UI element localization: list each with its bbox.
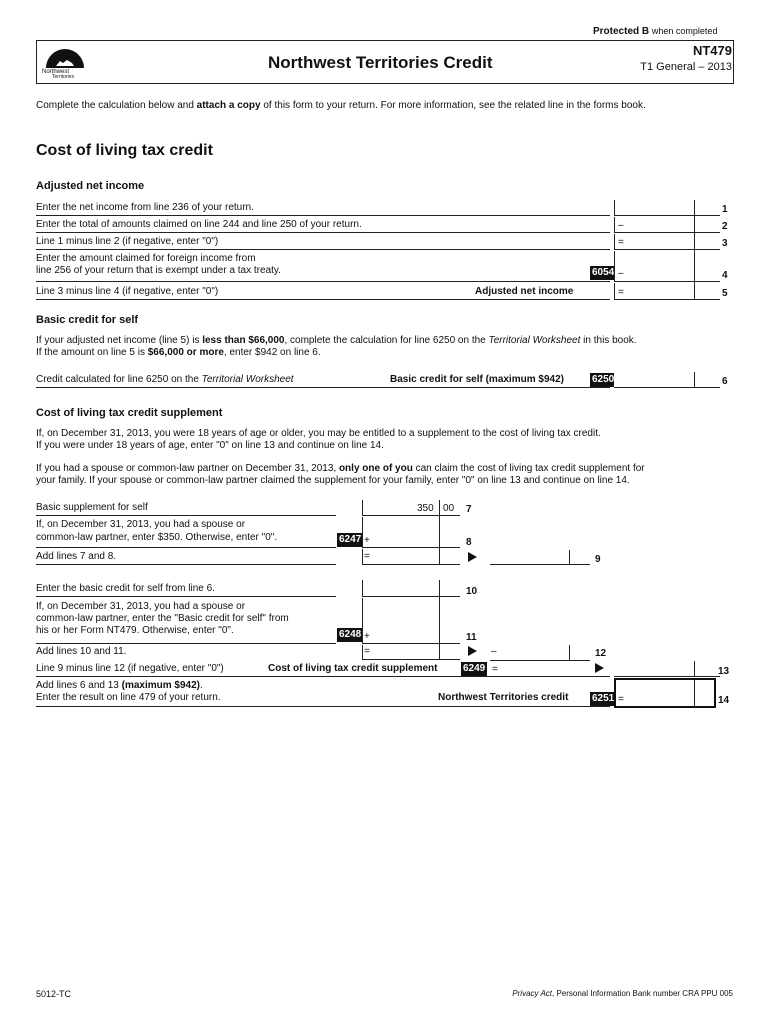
line-number: 10 [466,586,478,597]
code-6054: 6054 [592,267,615,278]
line-number: 4 [722,270,728,281]
basic-para-1 [36,335,637,347]
line-2-label: Enter the total of amounts claimed on line 244 and line 250 of your return. [36,219,362,230]
line-5-field[interactable] [614,283,720,300]
line-number: 3 [722,238,728,249]
protected-suffix-text: when completed [651,26,718,36]
line-number: 1 [722,204,728,215]
minus-sign: – [618,220,624,231]
supplement-para-2: If you were under 18 years of age, enter "0" on line 13 and continue on line 14. [36,440,384,451]
code-6251: 6251 [592,693,615,704]
rule [36,706,610,707]
intro-part-b: attach a copy [196,100,261,111]
privacy-footer [512,988,733,1000]
supplement-para-3 [36,463,645,475]
line-number: 7 [466,504,472,515]
privacy-act-text: Privacy Act [512,989,553,998]
code-6250: 6250 [592,374,615,385]
supp-p3-b: only one of you [338,463,413,474]
line-10-field[interactable] [362,580,460,597]
section-title: Cost of living tax credit [36,142,213,159]
line-4-field[interactable] [614,251,720,282]
rule [36,547,336,548]
line-8-label-b: common-law partner, enter $350. Otherwise, enter "0". [36,532,278,543]
nwt-credit-label: Northwest Territories credit [438,692,569,703]
basic-p2-b: $66,000 or more [147,347,224,358]
line-6-field[interactable] [614,372,720,388]
line-10-label: Enter the basic credit for self from line 6. [36,583,215,594]
basic-p1-d: Territorial Worksheet [488,335,581,346]
basic-p1-b: less than $66,000 [202,335,285,346]
line-number: 5 [722,288,728,299]
form-code: NT479 [692,43,732,58]
minus-sign: – [618,268,624,279]
line-11-label-c: his or her Form NT479. Otherwise, enter "0". [36,625,234,636]
intro-part-c: of this form to your return. For more information, see the related line in the forms book. [260,100,646,111]
cents-divider [439,580,440,660]
rule [36,299,610,300]
basic-heading: Basic credit for self [36,314,139,326]
line-14-a-3: . [200,680,203,691]
equals-sign: = [618,237,624,248]
form-subtitle: T1 General – 2013 [640,61,732,73]
basic-p2-c: , enter $942 on line 6. [223,347,321,358]
line-6-label-b: Territorial Worksheet [201,374,294,385]
line-9-field-a[interactable] [362,549,460,565]
cents-divider [694,661,695,677]
line-14-field[interactable] [614,678,716,708]
code-6248: 6248 [339,629,362,640]
supplement-total-label: Cost of living tax credit supplement [268,663,438,674]
supp-p3-a: If you had a spouse or common-law partner on December 31, 2013, [36,463,339,474]
line-14-a-2: (maximum $942) [121,680,200,691]
equals-sign: = [364,646,370,657]
intro-text [36,100,646,112]
polar-bear-logo-icon [42,44,88,70]
basic-p2-a: If the amount on line 5 is [36,347,148,358]
line-12-rule [490,660,590,661]
cents-divider [694,372,695,388]
basic-p1-c: , complete the calculation for line 6250 on the [284,335,489,346]
line-3-label: Line 1 minus line 2 (if negative, enter "0") [36,236,219,247]
cents-divider [694,200,695,300]
line-number: 6 [722,376,728,387]
arrow-right-icon [595,663,604,673]
line-number: 11 [466,632,477,643]
arrow-right-icon [468,552,477,562]
line-2-field[interactable] [614,217,720,233]
cents-divider [569,645,570,660]
equals-sign: = [492,664,498,675]
rule [36,232,610,233]
rule [36,215,610,216]
supplement-para-1: If, on December 31, 2013, you were 18 years of age or older, you may be entitled to a supplement to the cost of living tax credit. [36,428,601,439]
rule [36,281,610,282]
rule [36,515,336,516]
basic-credit-label: Basic credit for self (maximum $942) [390,374,564,385]
rule [36,643,336,644]
basic-p1-e: in this book. [580,335,637,346]
protected-label [593,25,717,38]
line-number: 8 [466,537,472,548]
equals-sign: = [618,287,624,298]
line-9-label: Add lines 7 and 8. [36,551,117,562]
line-11-label-a: If, on December 31, 2013, you had a spouse or [36,601,246,612]
basic-para-2 [36,347,321,359]
logo-text-1: Northwest [42,69,70,75]
protected-b-text: Protected B [593,26,650,37]
line-14-a-1: Add lines 6 and 13 [36,680,122,691]
basic-p1-a: If your adjusted net income (line 5) is [36,335,203,346]
equals-sign: = [618,694,624,705]
line-11-label-b: common-law partner, enter the "Basic credit for self" from [36,613,289,624]
line-7-label: Basic supplement for self [36,502,148,513]
line-8-label-a: If, on December 31, 2013, you had a spouse or [36,519,246,530]
code-6249: 6249 [463,663,486,674]
form-number-footer: 5012-TC [36,989,72,999]
line-13-field[interactable] [614,661,720,677]
plus-sign: + [364,535,370,546]
line-number: 2 [722,221,728,232]
line-12-field-a[interactable] [362,645,460,660]
rule [36,596,336,597]
logo-text-2: Territories [52,74,74,80]
line-7-dollars: 350 [417,503,434,514]
minus-sign: – [491,646,497,657]
line-number: 14 [718,695,730,706]
line-1-label: Enter the net income from line 236 of your return. [36,202,254,213]
line-4-label-a: Enter the amount claimed for foreign income from [36,253,256,264]
form-title: Northwest Territories Credit [268,53,493,72]
line-number: 13 [718,666,730,677]
line-13-label: Line 9 minus line 12 (if negative, enter "0") [36,663,224,674]
rule [36,564,336,565]
line-6-label-a: Credit calculated for line 6250 on the [36,374,202,385]
line-4-label-b: line 256 of your return that is exempt under a tax treaty. [36,265,281,276]
line-12-label: Add lines 10 and 11. [36,646,127,657]
line-14-label-a [36,680,203,692]
code-6247: 6247 [339,534,362,545]
plus-sign: + [364,631,370,642]
cents-divider [439,500,440,565]
supplement-heading: Cost of living tax credit supplement [36,407,223,419]
arrow-right-icon [468,646,477,656]
rule [36,249,610,250]
line-3-field[interactable] [614,234,720,250]
line-14-label-b: Enter the result on line 479 of your return. [36,692,221,703]
adjusted-net-income-label: Adjusted net income [475,286,574,297]
line-6-label [36,374,294,386]
line-1-field[interactable] [614,200,720,216]
supp-p3-c: can claim the cost of living tax credit supplement for [412,463,645,474]
rule [36,676,610,677]
rule [36,387,610,388]
line-5-label: Line 3 minus line 4 (if negative, enter "0") [36,286,219,297]
adjusted-heading: Adjusted net income [36,180,145,192]
line-7-cents: 00 [443,503,455,514]
privacy-rest-text: , Personal Information Bank number CRA PPU 005 [552,989,733,998]
line-9-rule [490,564,590,565]
line-number: 9 [595,554,601,565]
line-number: 12 [595,648,607,659]
line-8-field[interactable] [362,517,460,548]
logo [42,44,88,80]
intro-part-a: Complete the calculation below and [36,100,197,111]
supplement-para-4: your family. If your spouse or common-law partner claimed the supplement for your family, enter "0" on line 13 and continue on line 14. [36,475,630,486]
cents-divider [694,680,695,707]
equals-sign: = [364,551,370,562]
line-11-field[interactable] [362,598,460,644]
cents-divider [569,550,570,565]
